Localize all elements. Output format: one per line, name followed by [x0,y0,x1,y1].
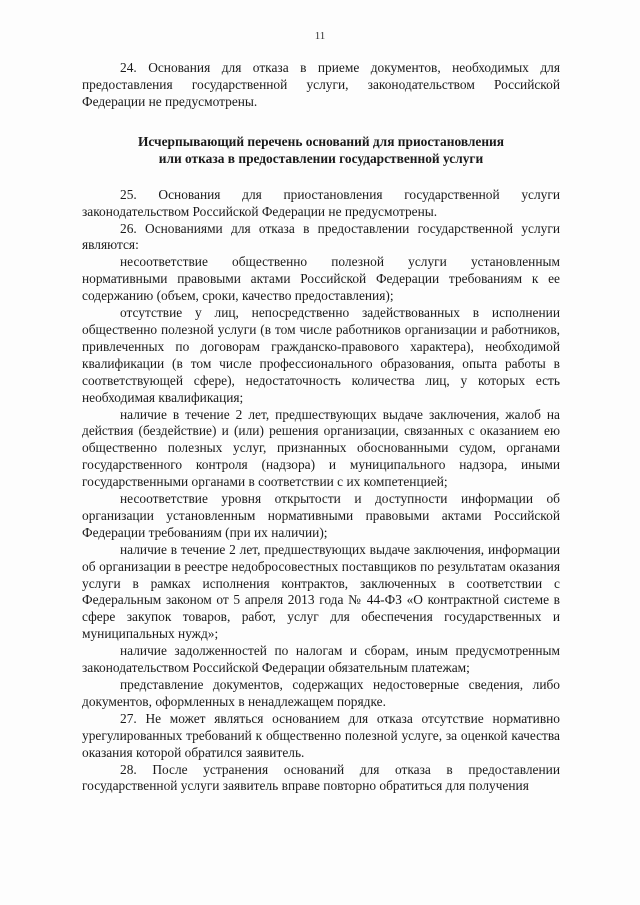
list-item-qualification: отсутствие у лиц, непосредственно задействованных в исполнении общественно полезной услуги (в том числе работников организации и работников, привлеченных по договорам гражданско-правового характера), необходимой квалификации (в том числе профессионального образования, опыта работы в соответствующей сфере), недостаточность количества лиц, у которых есть необходимая квалификация; [82,305,560,405]
list-item-nonconformity: несоответствие общественно полезной услуги установленным нормативными правовыми актами Российской Федерации требованиям к ее содержанию (объем, сроки, качество предоставления); [82,254,560,304]
list-item-openness: несоответствие уровня открытости и доступности информации об организации установленным нормативными правовыми актами Российской Федерации требованиям (при их наличии); [82,491,560,540]
list-item-debts: наличие задолженностей по налогам и сборам, иным предусмотренным законодательством Российской Федерации обязательным платежам; [82,643,560,676]
section-heading-line-2: или отказа в предоставлении государственной услуги [158,150,484,166]
paragraph-25: 25. Основания для приостановления государственной услуги законодательством Российской Федерации не предусмотрены. [82,186,560,219]
section-heading-line-1: Исчерпывающий перечень оснований для приостановления [137,133,505,149]
page-number: 11 [314,30,326,42]
paragraph-26: 26. Основаниями для отказа в предоставлении государственной услуги являются: [82,220,560,253]
paragraph-27: 27. Не может являться основанием для отказа отсутствие нормативно урегулированных требований к общественно полезной услуге, за оценкой качества оказания которой обратился заявитель. [82,710,560,760]
list-item-documents: представление документов, содержащих недостоверные сведения, либо документов, оформленных в ненадлежащем порядке. [82,677,560,709]
section-heading [82,133,560,167]
list-item-complaints: наличие в течение 2 лет, предшествующих выдаче заключения, жалоб на действия (бездействие) и (или) решения организации, связанных с оказанием ею общественно полезных услуг, признанных обоснованными судом, органами государственного контроля (надзора) и муниципального надзора, иными государственными органами в соответствии с их компетенцией; [82,406,560,490]
document-body [82,60,560,795]
list-item-registry: наличие в течение 2 лет, предшествующих выдаче заключения, информации об организации в реестре недобросовестных поставщиков по результатам оказания услуги в рамках исполнения контрактов, заключенных в соответствии с Федеральным законом от 5 апреля 2013 года № 44-ФЗ «О контрактной системе в сфере закупок товаров, работ, услуг для обеспечения государственных и муниципальных нужд»; [82,541,560,642]
paragraph-28: 28. После устранения оснований для отказа в предоставлении государственной услуги заявитель вправе повторно обратиться для получения [82,761,560,794]
paragraph-24: 24. Основания для отказа в приеме документов, необходимых для предоставления государственной услуги, законодательством Российской Федерации не предусмотрены. [82,60,560,109]
